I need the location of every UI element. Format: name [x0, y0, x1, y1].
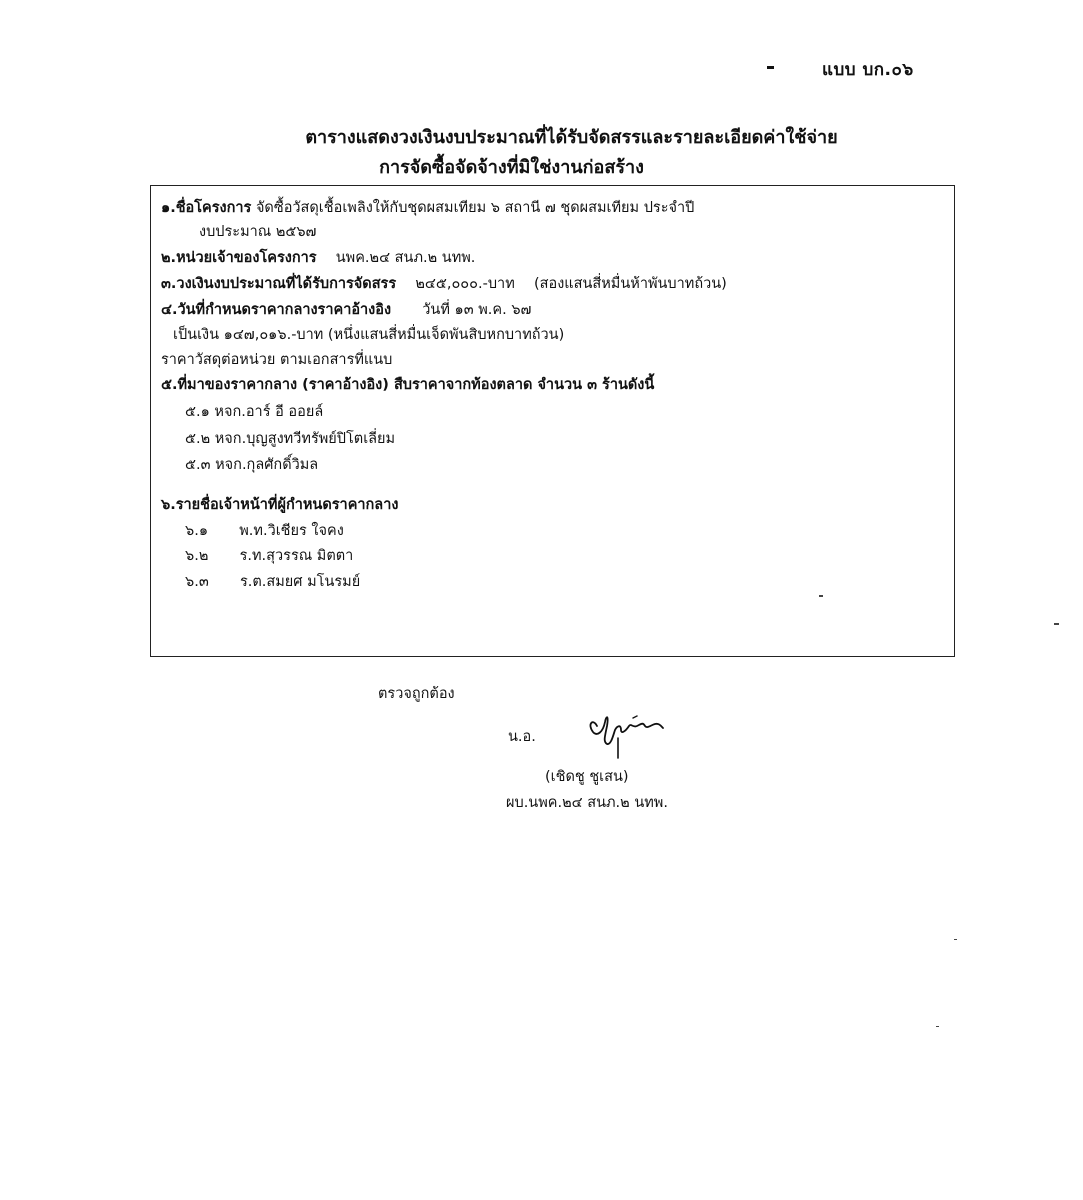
reference-amount: เป็นเงิน ๑๔๗,๐๑๖.-บาท (หนึ่งแสนสี่หมื่นเจ็ดพันสิบหกบาทถ้วน)	[173, 327, 565, 343]
officer-name: ร.ต.สมยศ มโนรมย์	[239, 574, 361, 590]
signer-name: (เชิดชู ชูเสน)	[545, 769, 629, 785]
unit-price-note: ราคาวัสดุต่อหน่วย ตามเอกสารที่แนบ	[161, 352, 393, 368]
budget-label: ๓.วงเงินงบประมาณที่ได้รับการจัดสรร	[161, 276, 397, 292]
officer-number: ๖.๑	[185, 523, 209, 539]
certified-correct-label: ตรวจถูกต้อง	[378, 686, 455, 702]
form-code: แบบ บก.๐๖	[822, 60, 914, 80]
scan-speck	[936, 1026, 939, 1027]
officer-row	[185, 521, 344, 541]
scan-speck	[954, 939, 957, 940]
officer-row	[185, 546, 353, 566]
reference-date-value: วันที่ ๑๓ พ.ค. ๖๗	[422, 302, 532, 318]
project-budget-year: งบประมาณ ๒๕๖๗	[199, 224, 317, 240]
project-name-row	[161, 198, 694, 218]
price-source-heading: ๕.ที่มาของราคากลาง (ราคาอ้างอิง) สืบราคาจากท้องตลาด จำนวน ๓ ร้านดังนี้	[161, 377, 655, 393]
price-source-item: ๕.๓ หจก.กุลศักดิ์วิมล	[185, 457, 319, 473]
document-title-line1: ตารางแสดงวงเงินงบประมาณที่ได้รับจัดสรรและรายละเอียดค่าใช้จ่าย	[305, 127, 838, 148]
owner-unit-value: นพค.๒๔ สนภ.๒ นทพ.	[335, 250, 476, 266]
reference-date-row	[161, 300, 531, 320]
details-box	[150, 185, 955, 657]
price-source-item: ๕.๑ หจก.อาร์ อี ออยล์	[185, 404, 324, 420]
signer-position: ผบ.นพค.๒๔ สนภ.๒ นทพ.	[506, 795, 668, 811]
project-name-value: จัดซื้อวัสดุเชื้อเพลิงให้กับชุดผสมเทียม ๖ สถานี ๗ ชุดผสมเทียม ประจำปี	[255, 200, 695, 216]
budget-amount-words: (สองแสนสี่หมื่นห้าพันบาทถ้วน)	[533, 276, 727, 292]
officer-name: พ.ท.วิเชียร ใจคง	[239, 523, 344, 539]
officer-number: ๖.๒	[185, 548, 209, 564]
officers-heading: ๖.รายชื่อเจ้าหน้าที่ผู้กำหนดราคากลาง	[161, 497, 399, 513]
budget-row	[161, 274, 727, 294]
officer-row	[185, 572, 360, 592]
officer-number: ๖.๓	[185, 574, 209, 590]
scan-speck	[1054, 623, 1059, 625]
project-name-label: ๑.ชื่อโครงการ	[161, 200, 252, 216]
scan-dot-mark	[767, 66, 774, 69]
owner-unit-label: ๒.หน่วยเจ้าของโครงการ	[161, 250, 317, 266]
price-source-item: ๕.๒ หจก.บุญสูงทวีทรัพย์ปิโตเลี่ยม	[185, 431, 396, 447]
budget-amount: ๒๔๕,๐๐๐.-บาท	[415, 276, 515, 292]
reference-date-label: ๔.วันที่กำหนดราคากลางราคาอ้างอิง	[161, 302, 392, 318]
document-title-line2: การจัดซื้อจัดจ้างที่มิใช่งานก่อสร้าง	[379, 157, 644, 178]
scan-speck	[819, 595, 823, 597]
owner-unit-row	[161, 248, 475, 268]
signature-image	[585, 712, 675, 762]
officer-name: ร.ท.สุวรรณ มิตตา	[239, 548, 354, 564]
signer-rank: น.อ.	[508, 729, 536, 745]
